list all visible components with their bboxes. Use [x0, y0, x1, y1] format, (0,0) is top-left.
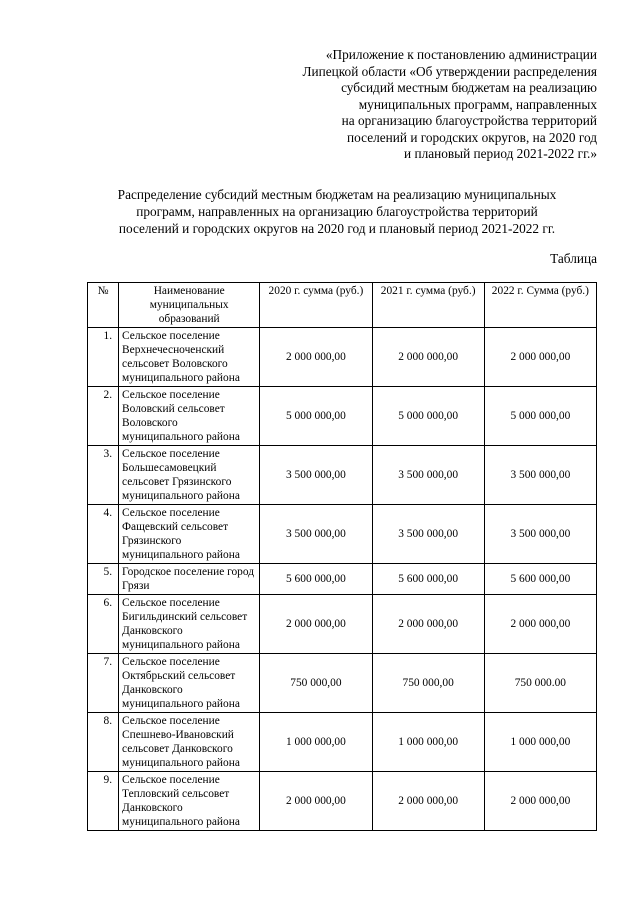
- header-2022: 2022 г. Сумма (руб.): [484, 283, 596, 328]
- row-2022: 750 000.00: [484, 654, 596, 713]
- row-2022: 3 500 000,00: [484, 446, 596, 505]
- row-2021: 750 000,00: [372, 654, 484, 713]
- row-2021: 2 000 000,00: [372, 595, 484, 654]
- header-2020: 2020 г. сумма (руб.): [260, 283, 372, 328]
- row-2021: 3 500 000,00: [372, 505, 484, 564]
- table-row: [88, 446, 597, 505]
- table-header-row: [88, 283, 597, 328]
- table-row: [88, 505, 597, 564]
- row-num: 9.: [88, 772, 119, 831]
- header-2021: 2021 г. сумма (руб.): [372, 283, 484, 328]
- row-2020: 750 000,00: [260, 654, 372, 713]
- appendix-header-line: Липецкой области «Об утверждении распределения: [302, 63, 597, 79]
- table-row: [88, 713, 597, 772]
- row-2021: 2 000 000,00: [372, 772, 484, 831]
- row-2021: 3 500 000,00: [372, 446, 484, 505]
- row-num: 7.: [88, 654, 119, 713]
- row-2020: 5 600 000,00: [260, 564, 372, 595]
- row-2020: 2 000 000,00: [260, 772, 372, 831]
- row-2020: 2 000 000,00: [260, 595, 372, 654]
- row-num: 8.: [88, 713, 119, 772]
- table-row: [88, 387, 597, 446]
- row-2022: 2 000 000,00: [484, 772, 596, 831]
- row-num: 2.: [88, 387, 119, 446]
- row-num: 6.: [88, 595, 119, 654]
- appendix-header-line: муниципальных программ, направленных: [358, 96, 597, 112]
- row-name: Сельское поселение Большесамовецкий сельсовет Грязинского муниципального района: [119, 446, 260, 505]
- row-name: Сельское поселение Верхнечесноченский сельсовет Воловского муниципального района: [119, 328, 260, 387]
- row-name: Сельское поселение Воловский сельсовет Воловского муниципального района: [119, 387, 260, 446]
- appendix-header: [200, 47, 597, 163]
- row-2020: 3 500 000,00: [260, 505, 372, 564]
- row-2020: 5 000 000,00: [260, 387, 372, 446]
- row-num: 4.: [88, 505, 119, 564]
- row-name: Сельское поселение Бигильдинский сельсовет Данковского муниципального района: [119, 595, 260, 654]
- subsidy-table: [87, 282, 597, 831]
- row-num: 3.: [88, 446, 119, 505]
- document-title-line: Распределение субсидий местным бюджетам на реализацию муниципальных: [117, 187, 557, 202]
- table-row: [88, 654, 597, 713]
- table-row: [88, 772, 597, 831]
- table-row: [88, 328, 597, 387]
- header-name: Наименование муниципальных образований: [119, 283, 260, 328]
- row-2021: 5 600 000,00: [372, 564, 484, 595]
- row-2021: 2 000 000,00: [372, 328, 484, 387]
- row-name: Сельское поселение Октябрьский сельсовет Данковского муниципального района: [119, 654, 260, 713]
- row-name: Городское поселение город Грязи: [119, 564, 260, 595]
- appendix-header-line: субсидий местным бюджетам на реализацию: [341, 80, 597, 95]
- row-2022: 1 000 000,00: [484, 713, 596, 772]
- document-title: [80, 186, 594, 237]
- row-2022: 3 500 000,00: [484, 505, 596, 564]
- appendix-header-line: на организацию благоустройства территорий: [341, 113, 597, 128]
- row-2020: 3 500 000,00: [260, 446, 372, 505]
- row-2022: 2 000 000,00: [484, 595, 596, 654]
- table-row: [88, 564, 597, 595]
- row-2020: 2 000 000,00: [260, 328, 372, 387]
- row-2022: 5 600 000,00: [484, 564, 596, 595]
- table-caption: Таблица: [550, 251, 597, 266]
- row-num: 1.: [88, 328, 119, 387]
- appendix-header-line: и плановый период 2021-2022 гг.»: [404, 146, 597, 161]
- appendix-header-line: «Приложение к постановлению администрации: [325, 47, 597, 62]
- header-num: №: [88, 283, 119, 328]
- document-title-line: поселений и городских округов на 2020 год и плановый период 2021-2022 гг.: [118, 221, 556, 236]
- row-2021: 1 000 000,00: [372, 713, 484, 772]
- row-2020: 1 000 000,00: [260, 713, 372, 772]
- document-title-line: программ, направленных на организацию благоустройства территорий: [136, 204, 538, 219]
- row-2022: 2 000 000,00: [484, 328, 596, 387]
- row-num: 5.: [88, 564, 119, 595]
- row-2022: 5 000 000,00: [484, 387, 596, 446]
- appendix-header-line: поселений и городских округов, на 2020 год: [347, 129, 597, 145]
- row-name: Сельское поселение Тепловский сельсовет Данковского муниципального района: [119, 772, 260, 831]
- row-2021: 5 000 000,00: [372, 387, 484, 446]
- row-name: Сельское поселение Спешнево-Ивановский сельсовет Данковского муниципального района: [119, 713, 260, 772]
- table-row: [88, 595, 597, 654]
- row-name: Сельское поселение Фащевский сельсовет Грязинского муниципального района: [119, 505, 260, 564]
